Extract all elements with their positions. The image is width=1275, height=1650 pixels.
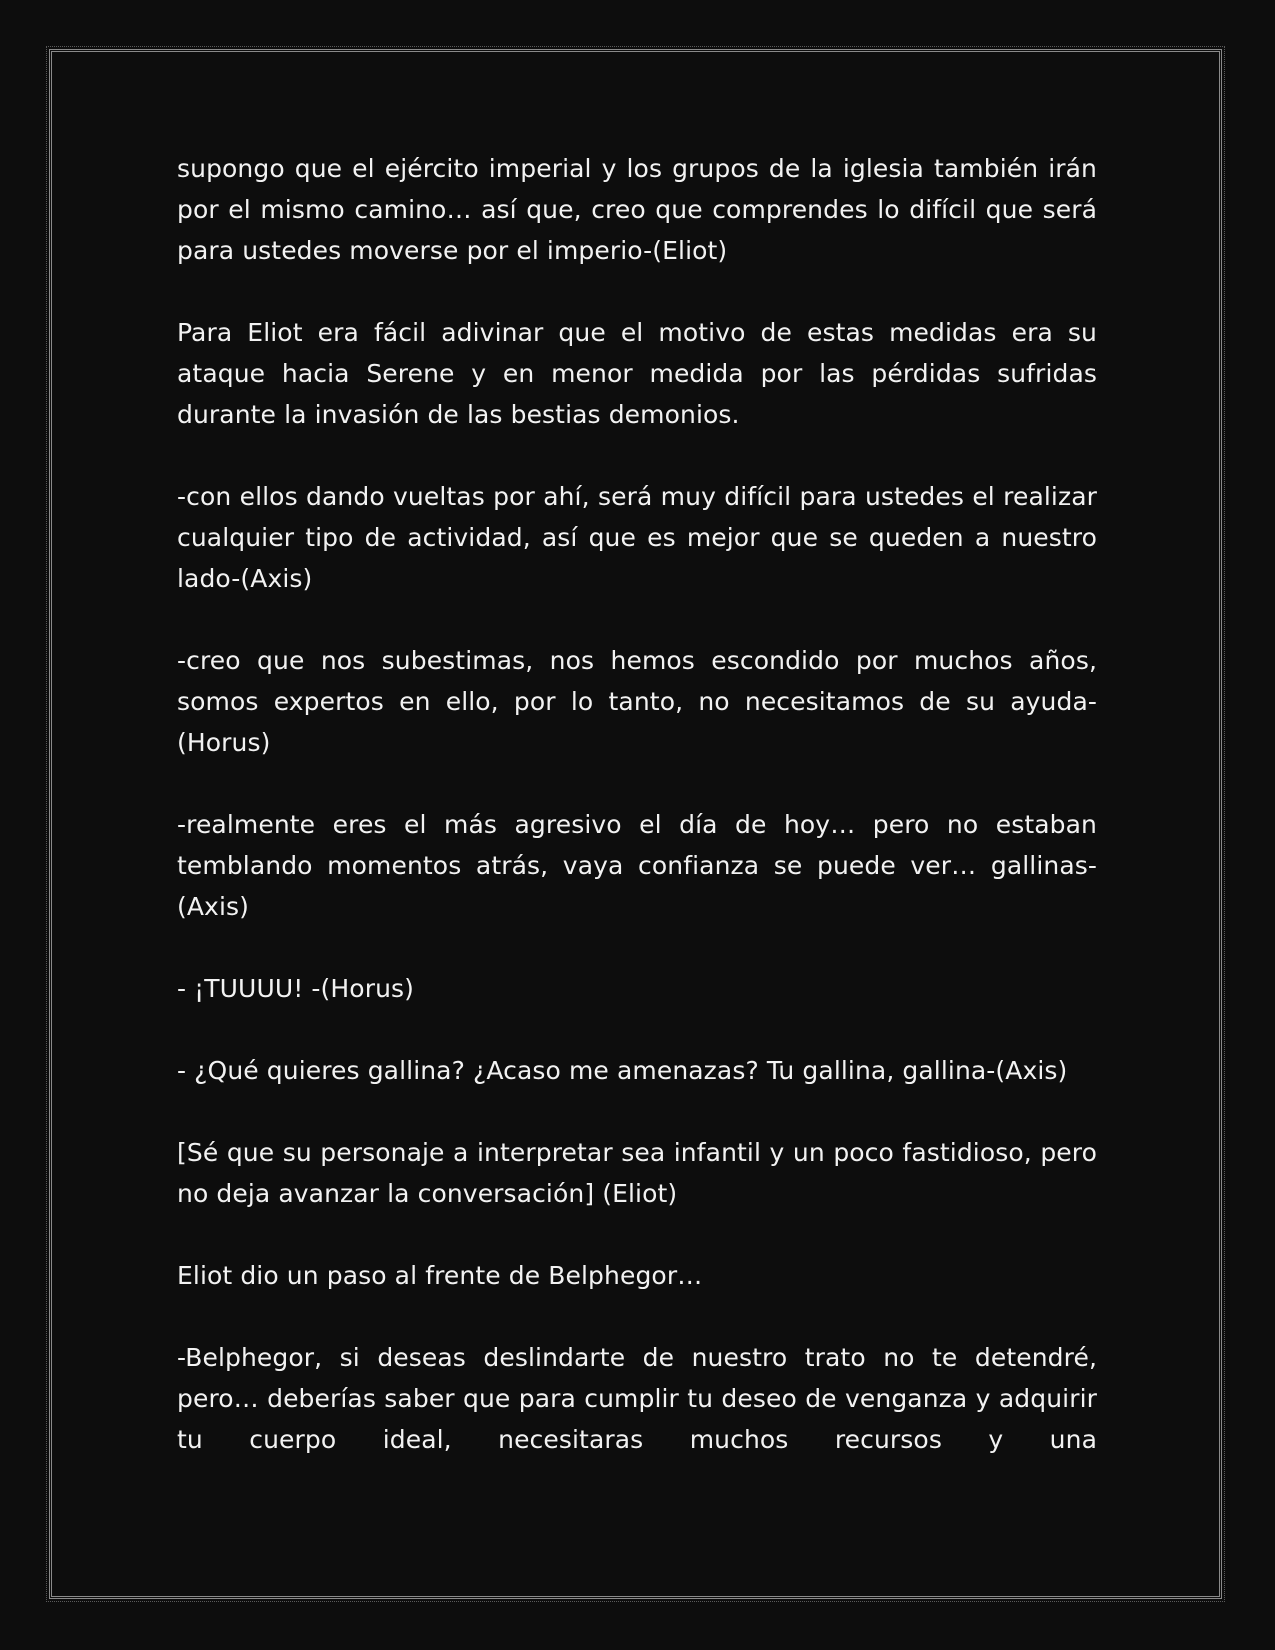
paragraph-7: - ¿Qué quieres gallina? ¿Acaso me amenazas? Tu gallina, gallina-(Axis) <box>177 1056 1068 1085</box>
paragraph-5: -realmente eres el más agresivo el día de hoy… pero no estaban temblando momentos atrás, vaya confianza se puede ver… gallinas-(Axis) <box>177 810 1097 921</box>
paragraph-6: - ¡TUUUU! -(Horus) <box>177 974 414 1003</box>
paragraph-4: -creo que nos subestimas, nos hemos escondido por muchos años, somos expertos en ello, por lo tanto, no necesitamos de su ayuda-(Horus) <box>177 646 1097 757</box>
paragraph-1: supongo que el ejército imperial y los grupos de la iglesia también irán por el mismo camino… así que, creo que comprendes lo difícil que será para ustedes moverse por el imperio-(Eliot) <box>177 154 1097 265</box>
paragraph-10: -Belphegor, si deseas deslindarte de nuestro trato no te detendré, pero… deberías saber que para cumplir tu deseo de venganza y adquirir tu cuerpo ideal, necesitaras muchos recursos y una <box>177 1343 1097 1454</box>
paragraph-2: Para Eliot era fácil adivinar que el motivo de estas medidas era su ataque hacia Serene y en menor medida por las pérdidas sufridas durante la invasión de las bestias demonios. <box>177 318 1097 429</box>
paragraph-3: -con ellos dando vueltas por ahí, será muy difícil para ustedes el realizar cualquier tipo de actividad, así que es mejor que se queden a nuestro lado-(Axis) <box>177 482 1097 593</box>
paragraph-8: [Sé que su personaje a interpretar sea infantil y un poco fastidioso, pero no deja avanzar la conversación] (Eliot) <box>177 1138 1097 1208</box>
document-body <box>177 148 1097 1460</box>
paragraph-9: Eliot dio un paso al frente de Belphegor… <box>177 1261 703 1290</box>
